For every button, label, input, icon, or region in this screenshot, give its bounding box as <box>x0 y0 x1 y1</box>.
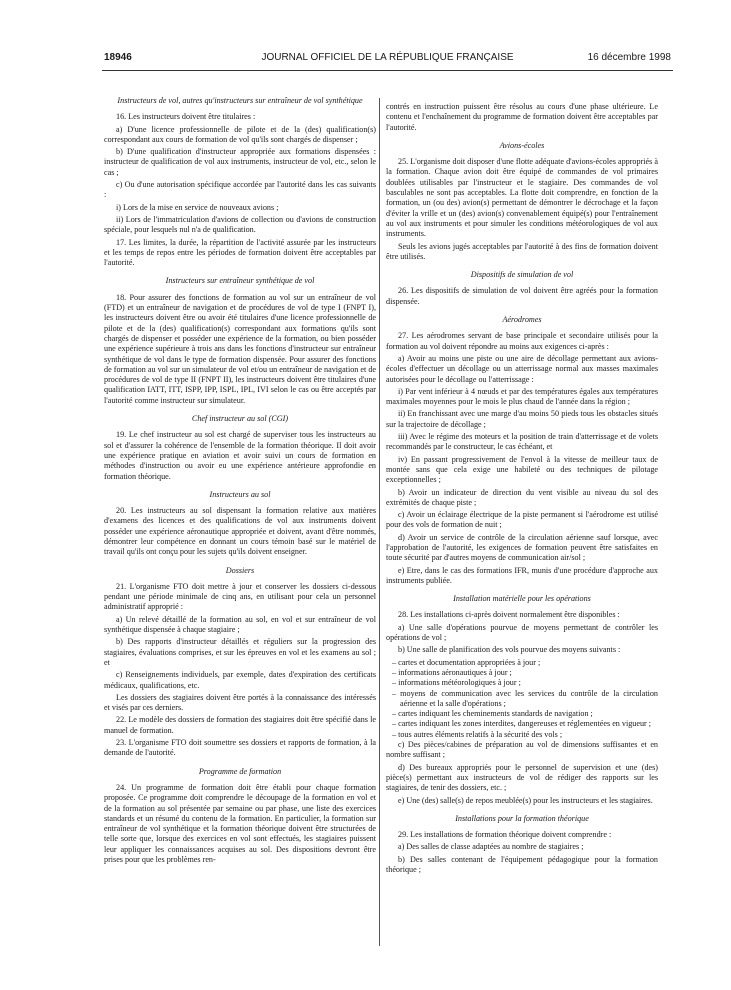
list-item: – moyens de communication avec les services du contrôle de la circulation aérienne et la salle d'opérations ; <box>392 688 658 708</box>
paragraph: a) D'une licence professionnelle de pilote et de la (des) qualification(s) correspondant aux cours de formation de vol qu'ils sont chargés de dispenser ; <box>104 124 376 144</box>
paragraph: c) Ou d'une autorisation spécifique accordée par l'autorité dans les cas suivants : <box>104 180 376 200</box>
paragraph: iii) Avec le régime des moteurs et la position de train d'atterrissage et de volets recommandés par le constructeur, le cas échéant, et <box>386 432 658 452</box>
paragraph: a) Une salle d'opérations pourvue de moyens permettant de contrôler les opérations de vol ; <box>386 622 658 643</box>
paragraph: 24. Un programme de formation doit être établi pour chaque formation proposée. Ce programme doit comprendre le découpage de la formation en vol et de la formation au sol présentée par semaine ou par phase, une liste des exercices standards et un résumé du contenu de la formation. En particulier, la formation sur entraîneur de vol synthétique et la formation théorique doivent être structurées de telle sorte que, lorsque des exercices en vol sont effectués, les stagiaires puissent leur appliquer les connaissances acquises au sol. Des dispositions devront être prises pour que les problèmes ren- <box>104 782 376 864</box>
paragraph: i) Par vent inférieur à 4 nœuds et par des températures égales aux températures maximales moyennes pour le mois le plus chaud de l'année dans la région ; <box>386 386 658 407</box>
paragraph: 23. L'organisme FTO doit soumettre ses dossiers et rapports de formation, à la demande de l'autorité. <box>104 738 376 758</box>
section-heading: Installation matérielle pour les opérations <box>453 594 591 604</box>
paragraph: a) Avoir au moins une piste ou une aire de décollage permettant aux avions-écoles d'effectuer un décollage ou un atterrissage normal aux masses maximales autorisées pour le décollage ou l'atterrissage : <box>386 353 658 384</box>
paragraph: b) Une salle de planification des vols pourvue des moyens suivants : <box>398 645 621 655</box>
paragraph: c) Avoir un éclairage électrique de la piste permanent si l'aérodrome est utilisé pour des vols de formation de nuit ; <box>386 510 658 530</box>
paragraph: e) Une (des) salle(s) de repos meublée(s) pour les instructeurs et les stagiaires. <box>398 795 653 805</box>
section-heading: Instructeurs sur entraîneur synthétique de vol <box>165 276 315 286</box>
section-heading: Chef instructeur au sol (CGI) <box>191 414 289 424</box>
paragraph: a) Des salles de classe adaptées au nombre de stagiaires ; <box>398 842 584 852</box>
list-item: – cartes et documentation appropriées à jour ; <box>392 657 541 667</box>
paragraph: contrés en instruction puissent être résolus au cours d'une phase ultérieure. Le contenu et l'enchaînement du programme de formation doivent être acceptables par l'autorité. <box>386 102 658 132</box>
list-item: – cartes indiquant les cheminements standards de navigation ; <box>392 709 593 719</box>
section-heading: Avions-écoles <box>499 140 545 150</box>
paragraph: 19. Le chef instructeur au sol est chargé de superviser tous les instructeurs au sol et d'assurer la cohérence de l'ensemble de la formation théorique. Il doit avoir une expérience pratique en aviation et avoir suivi un cours de formation en méthodes d'instruction ou avoir eu une expérience antérieure approfondie en formation théorique. <box>104 430 376 481</box>
paragraph: ii) Lors de l'immatriculation d'avions de collection ou d'avions de construction spéciale, pour lesquels nul n'a de qualification. <box>104 214 376 235</box>
paragraph: b) D'une qualification d'instructeur appropriée aux formations dispensées : instructeur de qualification de vol aux instruments, instructeur de vol, etc., selon le cas ; <box>104 147 376 177</box>
paragraph: e) Etre, dans le cas des formations IFR, munis d'une procédure d'approche aux instruments publiée. <box>386 565 658 585</box>
journal-title: JOURNAL OFFICIEL DE LA RÉPUBLIQUE FRANÇAISE <box>261 52 514 63</box>
paragraph: i) Lors de la mise en service de nouveaux avions ; <box>116 202 279 212</box>
section-heading: Dossiers <box>225 565 255 575</box>
list-item: – tous autres éléments relatifs à la sécurité des vols ; <box>392 729 563 739</box>
paragraph: 20. Les instructeurs au sol dispensant la formation relative aux matières d'examens des licences et des qualifications de vol aux instruments doivent posséder une expérience aéronautique appropriée et doivent, avant d'être nommés, démontrer leur compétence en donnant un cours témoin basé sur le matériel de travail qu'ils ont conçu pour les sujets qu'ils doivent enseigner. <box>104 506 376 557</box>
section-heading: Aérodromes <box>502 315 542 325</box>
paragraph: 27. Les aérodromes servant de base principale et secondaire utilisés pour la formation au vol doivent répondre au moins aux exigences ci-après : <box>386 331 658 351</box>
paragraph: 21. L'organisme FTO doit mettre à jour et conserver les dossiers ci-dessous pendant une période minimale de cinq ans, en utilisant pour cela un personnel administratif approprié : <box>104 581 376 612</box>
section-heading: Dispositifs de simulation de vol <box>470 270 574 280</box>
section-heading: Programme de formation <box>198 766 282 776</box>
paragraph: Les dossiers des stagiaires doivent être portés à la connaissance des intéressés et visés par ces derniers. <box>104 692 376 713</box>
column-divider <box>379 98 380 946</box>
paragraph: d) Des bureaux appropriés pour le personnel de supervision et une (des) pièce(s) permettant aux instructeurs de vol de rédiger des rapports sur les stagiaires, de tenir des dossiers, etc. ; <box>386 762 658 793</box>
list-item: – informations aéronautiques à jour ; <box>392 667 512 677</box>
paragraph: 28. Les installations ci-après doivent normalement être disponibles : <box>398 610 620 620</box>
paragraph: 29. Les installations de formation théorique doivent comprendre : <box>398 830 612 840</box>
publication-date: 16 décembre 1998 <box>587 52 671 63</box>
list-item: – cartes indiquant les zones interdites, dangereuses et réglementées en vigueur ; <box>392 719 652 729</box>
paragraph: 25. L'organisme doit disposer d'une flotte adéquate d'avions-écoles appropriés à la formation. Chaque avion doit être équipé de commandes de vol primaires doublées utilisables par l'instructeur et le stagiaire. Des commandes de vol basculables ne sont pas acceptables. La flotte doit comprendre, en fonction de la formation, un (ou des) avion(s) permettant de démontrer le décrochage et la façon d'éviter la vrille et un (des) avion(s) convenablement équipé(s) pour l'entraînement au vol aux instruments et pour simuler les conditions météorologiques de vol aux instruments. <box>386 157 658 239</box>
paragraph: 22. Le modèle des dossiers de formation des stagiaires doit être spécifié dans le manuel de formation. <box>104 715 376 735</box>
list-item: – informations météorologiques à jour ; <box>392 678 521 688</box>
paragraph: d) Avoir un service de contrôle de la circulation aérienne sauf lorsque, avec l'approbation de l'autorité, les exigences de formation peuvent être satisfaites en toute sécurité par d'autres moyens de communication air/sol ; <box>386 532 658 563</box>
paragraph: a) Un relevé détaillé de la formation au sol, en vol et sur entraîneur de vol synthétique dispensée à chaque stagiaire ; <box>104 614 376 635</box>
page-number: 18946 <box>104 52 132 63</box>
header-rule <box>102 70 673 71</box>
paragraph: c) Renseignements individuels, par exemple, dates d'expiration des certificats médicaux, qualifications, etc. <box>104 670 376 690</box>
section-heading: Instructeurs au sol <box>209 489 271 499</box>
paragraph: iv) En passant progressivement de l'envol à la vitesse de meilleur taux de montée sans que cela exige une habileté ou des techniques de pilotage exceptionnelles ; <box>386 454 658 485</box>
paragraph: 26. Les dispositifs de simulation de vol doivent être agréés pour la formation dispensée. <box>386 286 658 306</box>
page-header <box>104 52 671 66</box>
right-column <box>386 102 658 877</box>
paragraph: 18. Pour assurer des fonctions de formation au vol sur un entraîneur de vol (FTD) et un entraîneur de navigation et de procédures de vol de type I (FNPT I), les instructeurs doivent être ou avoir été titulaires d'une licence professionnelle de pilote et de la (des) qualification(s) correspondant aux formations qu'ils sont chargés de dispenser et posséder une expérience de la formation, ou bien posséder une expérience supérieure à trois ans dans les fonctions d'instructeur sur entraîneur synthétique de vol dans le type de formation dispensée. Pour assurer des fonctions de formation au vol sur un simulateur de vol et/ou un entraîneur de navigation et de procédures de vol de type II (FNPT II), les instructeurs doivent être titulaires d'une qualification IATT, ITT, ISPP, IPP, ISPL, IPL, IVI selon le cas ou être acceptés par l'autorité comme instructeur sur simulateur. <box>104 292 376 405</box>
section-heading: Installations pour la formation théorique <box>455 813 589 823</box>
left-column <box>104 88 376 867</box>
paragraph: b) Des rapports d'instructeur détaillés et réguliers sur la progression des stagiaires, évaluations comprises, et sur les épreuves en vol et les examens au sol ; et <box>104 637 376 667</box>
paragraph: ii) En franchissant avec une marge d'au moins 50 pieds tous les obstacles situés sur la trajectoire de décollage ; <box>386 409 658 429</box>
paragraph: 17. Les limites, la durée, la répartition de l'activité assurée par les instructeurs et les temps de repos entre les périodes de formation doivent être acceptables par l'autorité. <box>104 237 376 268</box>
section-heading: Instructeurs de vol, autres qu'instructeurs sur entraîneur de vol synthétique <box>117 96 363 105</box>
paragraph: 16. Les instructeurs doivent être titulaires : <box>116 112 256 122</box>
paragraph: b) Des salles contenant de l'équipement pédagogique pour la formation théorique ; <box>386 854 658 874</box>
paragraph: Seuls les avions jugés acceptables par l'autorité à des fins de formation doivent être utilisés. <box>386 241 658 261</box>
paragraph: c) Des pièces/cabines de préparation au vol de dimensions suffisantes et en nombre suffisant ; <box>386 740 658 760</box>
paragraph: b) Avoir un indicateur de direction du vent visible au niveau du sol des extrémités de chaque piste ; <box>386 487 658 507</box>
